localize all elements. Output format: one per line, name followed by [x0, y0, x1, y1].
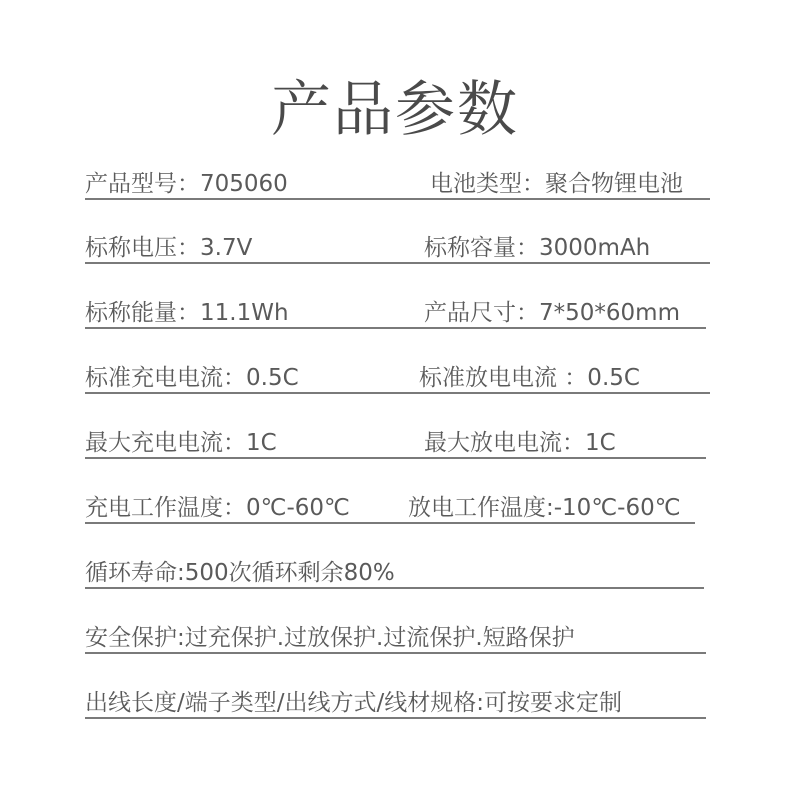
- spec-standard-discharge-current: 标准放电电流 ：0.5C: [419, 365, 640, 391]
- spec-standard-charge-current: 标准充电电流：0.5C: [85, 365, 299, 391]
- spec-row: [85, 364, 710, 394]
- underline: [85, 652, 706, 654]
- spec-row: [85, 624, 706, 654]
- underline: [85, 198, 710, 200]
- underline: [85, 327, 706, 329]
- spec-max-charge-current: 最大充电电流：1C: [85, 430, 277, 456]
- spec-model: 产品型号：705060: [85, 171, 288, 197]
- page-title: 产品参数: [271, 75, 519, 145]
- spec-customization: 出线长度/端子类型/出线方式/线材规格:可按要求定制: [85, 690, 622, 716]
- spec-row: [85, 234, 710, 264]
- spec-charge-temperature: 充电工作温度：0℃-60℃: [85, 495, 350, 521]
- underline: [85, 587, 704, 589]
- spec-nominal-capacity: 标称容量：3000mAh: [424, 235, 651, 261]
- spec-nominal-energy: 标称能量：11.1Wh: [85, 300, 289, 326]
- underline: [85, 392, 710, 394]
- spec-product-size: 产品尺寸：7*50*60mm: [424, 300, 680, 326]
- spec-nominal-voltage: 标称电压：3.7V: [85, 235, 253, 261]
- spec-discharge-temperature: 放电工作温度:-10℃-60℃: [408, 495, 681, 521]
- underline: [85, 522, 695, 524]
- spec-battery-type: 电池类型：聚合物锂电池: [430, 171, 683, 197]
- spec-max-discharge-current: 最大放电电流：1C: [424, 430, 616, 456]
- underline: [85, 717, 706, 719]
- underline: [85, 262, 710, 264]
- spec-row: [85, 170, 710, 200]
- spec-row: [85, 429, 706, 459]
- underline: [85, 457, 706, 459]
- spec-cycle-life: 循环寿命:500次循环剩余80%: [85, 560, 395, 586]
- spec-row: [85, 559, 704, 589]
- spec-row: [85, 494, 695, 524]
- spec-row: [85, 689, 706, 719]
- spec-row: [85, 299, 706, 329]
- spec-safety-protection: 安全保护:过充保护.过放保护.过流保护.短路保护: [85, 625, 575, 651]
